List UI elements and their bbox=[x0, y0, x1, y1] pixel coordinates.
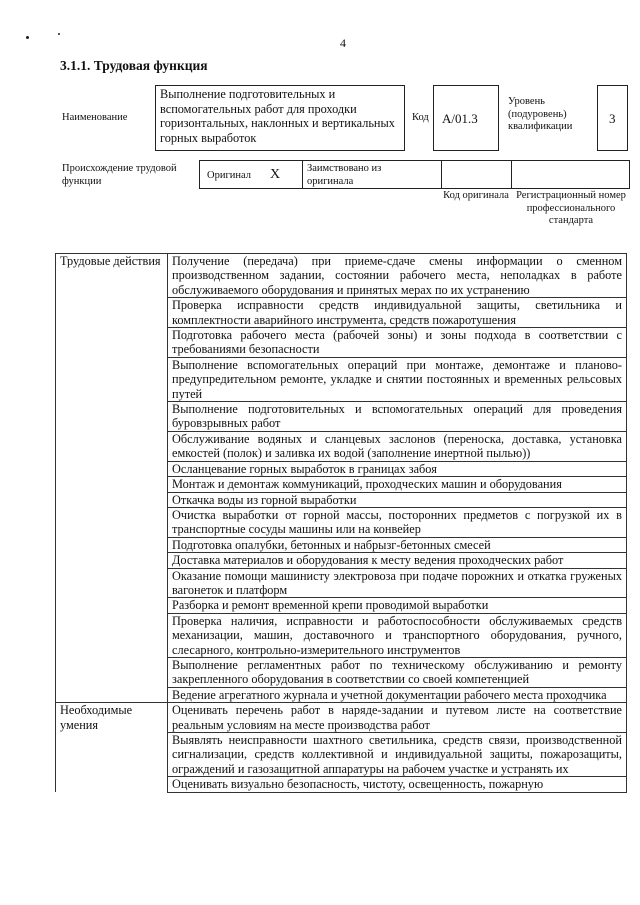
labor-action-item: Подготовка опалубки, бетонных и набрызг-бетонных смесей bbox=[168, 537, 627, 552]
labor-action-label-cell bbox=[56, 553, 168, 568]
code-value-box bbox=[433, 85, 499, 151]
labor-action-item: Очистка выработки от горной массы, посторонних предметов с погрузкой их в транспортные сосуды машины или на конвейер bbox=[168, 507, 627, 537]
labor-action-label-cell bbox=[56, 477, 168, 492]
level-label: Уровень (подуровень) квалификации bbox=[508, 96, 573, 132]
labor-action-item: Осланцевание горных выработок в границах забоя bbox=[168, 461, 627, 476]
function-name-box bbox=[155, 85, 405, 151]
code-original-label: Код оригинала bbox=[443, 190, 509, 201]
labor-action-row bbox=[56, 477, 627, 492]
function-name: Выполнение подготовительных и вспомогательных работ для проходки горизонтальных, наклонных и вертикальных горных выработок bbox=[160, 87, 395, 145]
labor-action-row bbox=[56, 507, 627, 537]
skill-row bbox=[56, 777, 627, 792]
skill-label-cell bbox=[56, 777, 168, 792]
labor-action-label-cell bbox=[56, 613, 168, 657]
reg-number-label: Регистрационный номер профессионального стандарта bbox=[516, 190, 626, 226]
requirements-table bbox=[55, 253, 627, 793]
labor-action-item: Проверка наличия, исправности и работоспособности обслуживаемых средств механизации, машин, доставочного и транспортного оборудования, ручного, слесарного, контрольно-измерительного инструментов bbox=[168, 613, 627, 657]
labor-action-item: Подготовка рабочего места (рабочей зоны) и зоны подхода в соответствии с требованиями безопасности bbox=[168, 328, 627, 358]
page-number: 4 bbox=[340, 36, 346, 50]
code-label: Код bbox=[412, 112, 429, 123]
code-value: А/01.3 bbox=[442, 111, 478, 126]
labor-action-row bbox=[56, 357, 627, 401]
labor-action-row bbox=[56, 568, 627, 598]
original-label: Оригинал bbox=[207, 170, 251, 181]
labor-action-row bbox=[56, 328, 627, 358]
labor-action-item: Ведение агрегатного журнала и учетной документации рабочего места проходчика bbox=[168, 687, 627, 702]
origin-table bbox=[199, 160, 630, 189]
labor-action-label-cell bbox=[56, 357, 168, 401]
labor-action-label-cell bbox=[56, 402, 168, 432]
scan-speck bbox=[26, 36, 29, 39]
labor-action-label-cell bbox=[56, 461, 168, 476]
original-mark: Х bbox=[270, 167, 281, 182]
labor-action-row bbox=[56, 537, 627, 552]
labor-action-label-cell bbox=[56, 431, 168, 461]
labor-action-item: Выполнение вспомогательных операций при монтаже, демонтаже и планово-предупредительном ремонте, укладке и снятии постоянных и временных рельсовых путей bbox=[168, 357, 627, 401]
labor-action-row bbox=[56, 431, 627, 461]
skill-item: Выявлять неисправности шахтного светильника, средств связи, производственной сигнализации, средств коллективной и индивидуальной защиты, пожарозащиты, ограждений и газозащитной аппаратуры на рабочем участке и устранять их bbox=[168, 733, 627, 777]
section-title: 3.1.1. Трудовая функция bbox=[60, 58, 208, 73]
labor-action-row bbox=[56, 613, 627, 657]
labor-action-label-cell bbox=[56, 507, 168, 537]
origin-label: Происхождение трудовой функции bbox=[62, 163, 177, 187]
labor-action-label-cell bbox=[56, 657, 168, 687]
skill-row bbox=[56, 733, 627, 777]
labor-action-label: Трудовые действия bbox=[56, 254, 168, 298]
labor-action-row bbox=[56, 402, 627, 432]
labor-action-item: Выполнение подготовительных и вспомогательных операций для проведения буровзрывных работ bbox=[168, 402, 627, 432]
labor-action-row bbox=[56, 598, 627, 613]
name-label: Наименование bbox=[62, 112, 128, 123]
labor-action-item: Монтаж и демонтаж коммуникаций, проходческих машин и оборудования bbox=[168, 477, 627, 492]
labor-action-row bbox=[56, 492, 627, 507]
labor-action-label-cell bbox=[56, 328, 168, 358]
labor-action-row bbox=[56, 657, 627, 687]
labor-action-label-cell bbox=[56, 598, 168, 613]
labor-action-row bbox=[56, 553, 627, 568]
labor-action-item: Выполнение регламентных работ по техническому обслуживанию и ремонту закрепленного оборудования в соответствии со своей компетенцией bbox=[168, 657, 627, 687]
labor-action-item: Оказание помощи машинисту электровоза при подаче порожних и откатка груженых вагонеток и платформ bbox=[168, 568, 627, 598]
labor-action-item: Доставка материалов и оборудования к месту ведения проходческих работ bbox=[168, 553, 627, 568]
skill-item: Оценивать визуально безопасность, чистоту, освещенность, пожарную bbox=[168, 777, 627, 792]
scan-speck bbox=[58, 33, 60, 35]
labor-action-item: Откачка воды из горной выработки bbox=[168, 492, 627, 507]
skill-item: Оценивать перечень работ в наряде-задании и путевом листе на соответствие реальным условиям на месте производства работ bbox=[168, 703, 627, 733]
labor-action-label-cell bbox=[56, 492, 168, 507]
skill-label: Необходимые умения bbox=[56, 703, 168, 733]
skill-row bbox=[56, 703, 627, 733]
labor-action-label-cell bbox=[56, 537, 168, 552]
level-value: 3 bbox=[609, 111, 616, 126]
labor-action-label-cell bbox=[56, 298, 168, 328]
labor-action-item: Обслуживание водяных и сланцевых заслонов (переноска, доставка, установка емкостей (полок) и заливка их водой (заполнение инертной пылью)) bbox=[168, 431, 627, 461]
labor-action-row bbox=[56, 298, 627, 328]
labor-action-row bbox=[56, 254, 627, 298]
level-value-box bbox=[597, 85, 628, 151]
labor-action-label-cell bbox=[56, 568, 168, 598]
borrowed-label: Заимствовано из оригинала bbox=[307, 163, 382, 187]
labor-action-item: Получение (передача) при приеме-сдаче смены информации о сменном производственном задании, состоянии рабочего места, неполадках в работе обслуживаемого оборудования и принятых мерах по их устранению bbox=[168, 254, 627, 298]
skill-label-cell bbox=[56, 733, 168, 777]
labor-action-row bbox=[56, 687, 627, 702]
labor-action-item: Разборка и ремонт временной крепи проводимой выработки bbox=[168, 598, 627, 613]
labor-action-label-cell bbox=[56, 687, 168, 702]
labor-action-item: Проверка исправности средств индивидуальной защиты, светильника и комплектности аварийного инструмента, средств пожаротушения bbox=[168, 298, 627, 328]
labor-action-row bbox=[56, 461, 627, 476]
